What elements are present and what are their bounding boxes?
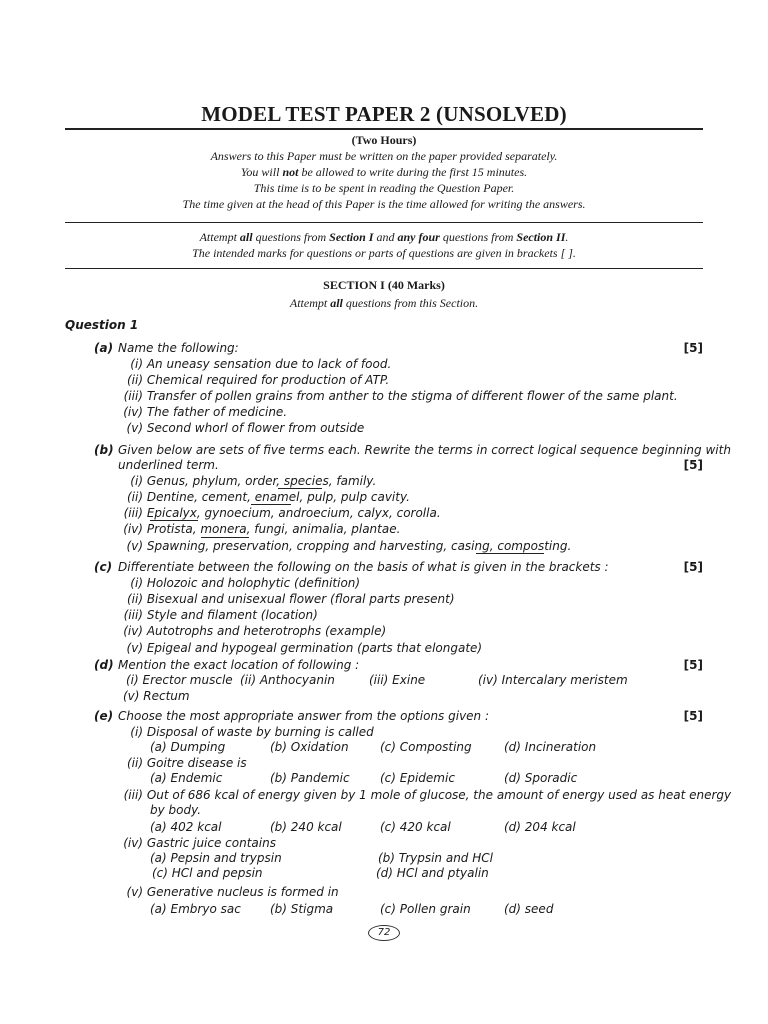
list-item: (iv) Protista, monera, fungi, animalia, plantae. [123,522,401,536]
part-b-text: Given below are sets of five terms each. Rewrite the terms in correct logical sequence beginning with [118,443,731,457]
attempt-instruction: Attempt all questions from Section I and any four questions from Section II. [199,230,569,244]
part-c-marks: [5] [683,560,703,574]
mcq-option: (a) 402 kcal [150,820,222,834]
section-title: SECTION I (40 Marks) [323,278,445,292]
list-item: (i) Genus, phylum, order, species, family. [130,474,377,488]
list-item: (i) Erector muscle [126,673,233,687]
part-d-marks: [5] [683,658,703,672]
part-c-text: Differentiate between the following on the basis of what is given in the brackets : [118,560,609,574]
list-item: (iv) Autotrophs and heterotrophs (example) [123,624,387,638]
underline-mark [251,504,291,505]
part-d-text: Mention the exact location of following : [118,658,360,672]
mcq-option: (d) HCl and ptyalin [376,866,489,880]
mcq-option: (b) 240 kcal [270,820,342,834]
part-a-marks: [5] [683,341,703,355]
mcq-option: (d) seed [504,902,554,916]
section-instruction: Attempt all questions from this Section. [289,296,479,310]
mcq-option: (d) Incineration [504,740,597,754]
mcq-option: (b) Stigma [270,902,334,916]
mcq-question: (ii) Goitre disease is [126,756,247,770]
list-item: (iii) Epicalyx, gynoecium, androecium, calyx, corolla. [123,506,441,520]
list-item: (iii) Style and filament (location) [123,608,318,622]
mcq-option: (a) Embryo sac [150,902,241,916]
mcq-option: (c) Composting [380,740,472,754]
list-item: (i) An uneasy sensation due to lack of food. [130,357,392,371]
part-a-text: Name the following: [118,341,239,355]
mcq-option: (c) Pollen grain [380,902,471,916]
part-label: (b) [94,443,114,457]
mcq-option: (d) Sporadic [504,771,578,785]
mcq-question: (iv) Gastric juice contains [123,836,276,850]
underline-mark [150,520,198,521]
mcq-option: (b) Trypsin and HCl [378,851,493,865]
mcq-option: (a) Pepsin and trypsin [150,851,282,865]
duration: (Two Hours) [351,133,417,147]
title-rule [65,128,703,130]
list-item: (iv) The father of medicine. [123,405,288,419]
list-item: (ii) Dentine, cement, enamel, pulp, pulp cavity. [126,490,410,504]
instruction-4: The time given at the head of this Paper is the time allowed for writing the answers. [182,197,586,211]
part-label: (e) [94,709,114,723]
mcq-option: (b) Pandemic [270,771,350,785]
list-item: (i) Holozoic and holophytic (definition) [130,576,361,590]
mcq-option: (a) Endemic [150,771,223,785]
page-number: 72 [368,925,400,941]
part-b-marks: [5] [683,458,703,472]
underline-mark [476,553,544,554]
mcq-option: (c) 420 kcal [380,820,451,834]
instruction-3: This time is to be spent in reading the Question Paper. [253,181,515,195]
mcq-question: (i) Disposal of waste by burning is called [130,725,374,739]
list-item: (iii) Transfer of pollen grains from anther to the stigma of different flower of the same plant. [123,389,678,403]
divider [65,268,703,269]
page-title: MODEL TEST PAPER 2 (UNSOLVED) [201,102,567,126]
mcq-option: (d) 204 kcal [504,820,576,834]
underline-mark [278,488,322,489]
question-label: Question 1 [65,318,139,332]
mcq-question: (v) Generative nucleus is formed in [126,885,339,899]
list-item: (ii) Bisexual and unisexual flower (floral parts present) [126,592,455,606]
mcq-question: (iii) Out of 686 kcal of energy given by 1 mole of glucose, the amount of energy used as heat energy [123,788,732,802]
part-b-text-cont: underlined term. [118,458,219,472]
instruction-1: Answers to this Paper must be written on the paper provided separately. [210,149,558,163]
underline-mark [201,537,249,538]
list-item: (iv) Intercalary meristem [478,673,628,687]
part-label: (d) [94,658,114,672]
mcq-option: (c) Epidemic [380,771,455,785]
part-label: (c) [94,560,113,574]
list-item: (ii) Anthocyanin [240,673,335,687]
mcq-option: (a) Dumping [150,740,226,754]
list-item: (v) Second whorl of flower from outside [126,421,365,435]
marks-note: The intended marks for questions or parts of questions are given in brackets [ ]. [192,246,576,260]
part-e-text: Choose the most appropriate answer from the options given : [118,709,490,723]
part-a-label [94,341,113,355]
list-item: (v) Spawning, preservation, cropping and harvesting, casing, composting. [126,539,572,553]
list-item: (ii) Chemical required for production of ATP. [126,373,390,387]
divider [65,222,703,223]
instruction-2: You will not be allowed to write during the first 15 minutes. [240,165,528,179]
mcq-option: (b) Oxidation [270,740,349,754]
part-e-marks: [5] [683,709,703,723]
mcq-question-cont: by body. [150,803,202,817]
list-item: (iii) Exine [369,673,426,687]
list-item: (v) Rectum [123,689,190,703]
part-label: (a) [94,341,114,355]
list-item: (v) Epigeal and hypogeal germination (parts that elongate) [126,641,483,655]
mcq-option: (c) HCl and pepsin [152,866,263,880]
